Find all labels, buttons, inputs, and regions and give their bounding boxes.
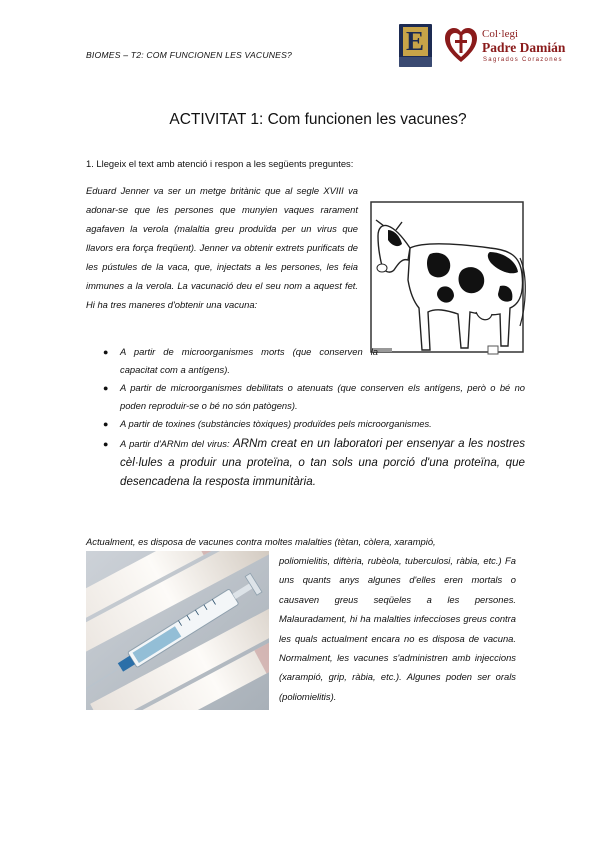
intro-paragraph: Eduard Jenner va ser un metge britànic que al segle XVIII va adonar-se que les persones que munyien vaques rarament agafaven la verola (malaltia greu produïda per un virus que llavors era força freqüent). Jenner va obtenir extrets purificats de les pústules de la vaca, que, injectats a les persones, les feia immunes a la verola. La vacunació deu el seu nom a aquest fet. Hi ha tres maneres d'obtenir una vacuna:	[86, 185, 358, 310]
list-item-lead: A partir d'ARNm del virus:	[120, 437, 230, 449]
list-item	[100, 379, 525, 414]
logo-text-line3: Sagrados Corazones	[483, 57, 563, 63]
logo-letter: E	[406, 26, 425, 56]
logo-text-line1: Col·legi	[482, 28, 519, 40]
vaccines-paragraph-first-line: Actualment, es disposa de vacunes contra moltes malalties (tètan, còlera, xarampió,	[86, 536, 436, 547]
cow-icon	[370, 196, 531, 366]
list-item	[100, 343, 378, 378]
question-1: 1. Llegeix el text amb atenció i respon a les següents preguntes:	[86, 158, 354, 169]
list-item-text: A partir de microorganismes debilitats o atenuats (que conserven els antígens, però o bé no poden reproduir-se o bé no són patògens).	[120, 382, 525, 411]
bullet-icon: ●	[103, 383, 109, 393]
logo-text-line2: Padre Damián	[482, 40, 566, 55]
vaccine-methods-list	[100, 343, 525, 492]
page-title: ACTIVITAT 1: Com funcionen les vacunes?	[169, 111, 467, 128]
bullet-icon: ●	[103, 419, 109, 429]
bullet-icon: ●	[103, 438, 109, 449]
syringe-icon	[86, 551, 269, 710]
school-logo-e	[399, 24, 432, 67]
list-item	[100, 434, 525, 491]
header-subject-line: BIOMES – T2: COM FUNCIONEN LES VACUNES?	[86, 50, 292, 60]
list-item-text: ARNm creat en un laboratori per ensenyar a les nostres cèl·lules a produir una proteïna, o tan sols una porció d'una proteïna, que desencadena la resposta immunitària.	[120, 436, 525, 488]
list-item	[100, 415, 525, 433]
vaccines-paragraph-rest: poliomielitis, diftèria, rubèola, tuberculosi, ràbia, etc.) Fa uns quants anys algunes d'elles eren mortals o causaven greus seqüeles a les persones. Malauradament, hi ha malalties infeccioses greus contra les quals actualment encara no es disposa de vacuna. Normalment, les vacunes s'administren amb injeccions (xarampió, grip, ràbia, etc.). Algunes poden ser orals (poliomielitis).	[279, 555, 516, 702]
bullet-icon: ●	[103, 347, 109, 357]
list-item-text: A partir de microorganismes morts (que conserven la capacitat com a antígens).	[120, 346, 378, 375]
list-item-text: A partir de toxines (substàncies tòxiques) produïdes pels microorganismes.	[120, 418, 432, 429]
padre-damian-logo-icon	[444, 26, 478, 64]
